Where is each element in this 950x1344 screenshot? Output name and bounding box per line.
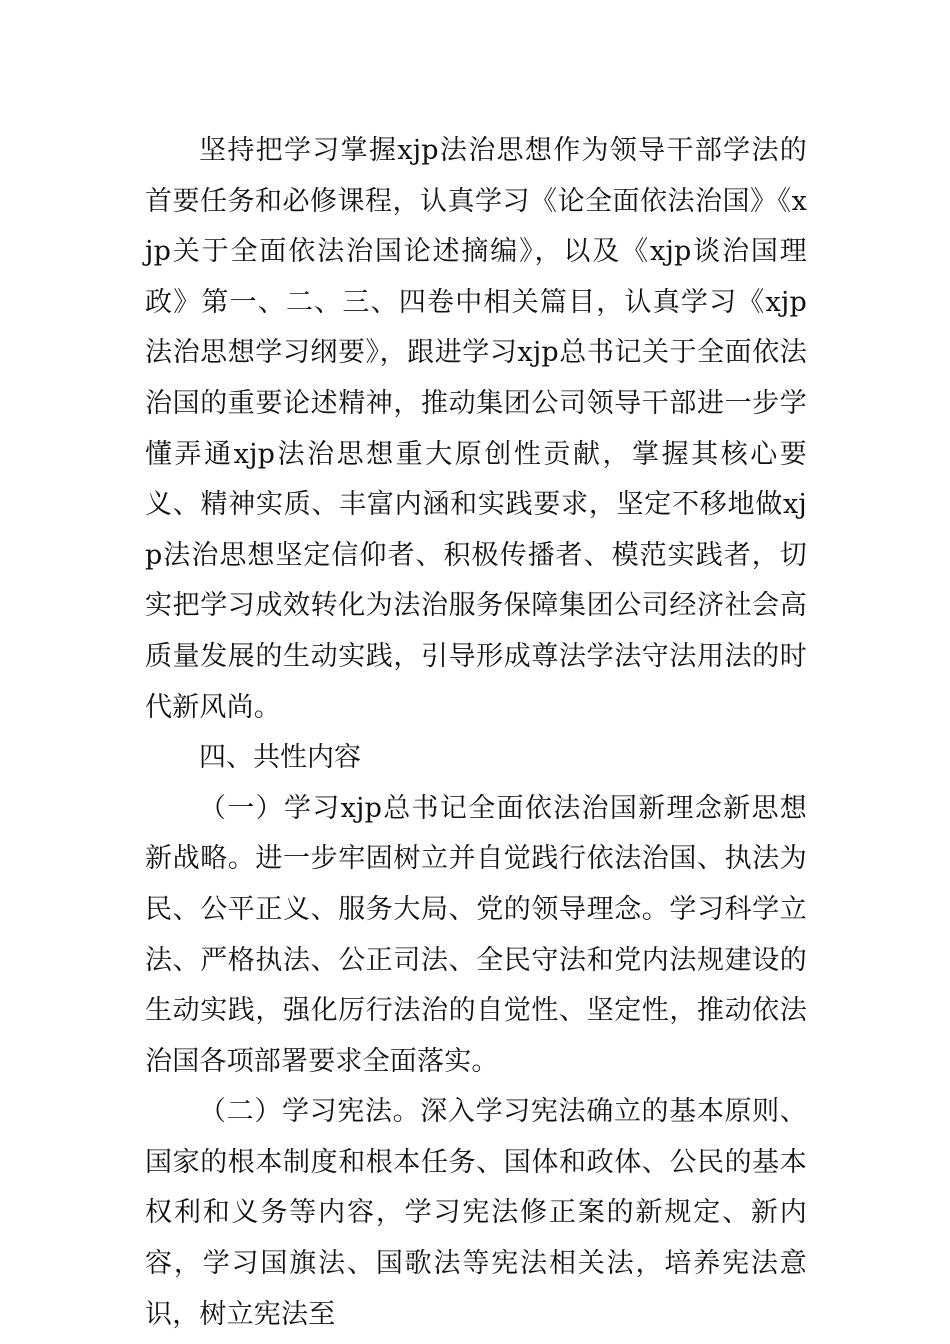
paragraph-item-one: （一）学习xjp总书记全面依法治国新理念新思想新战略。进一步牢固树立并自觉践行依法治国、执法为民、公平正义、服务大局、党的领导理念。学习科学立法、严格执法、公正司法、全民守法和党内法规建设的生动实践，强化厉行法治的自觉性、坚定性，推动依法治国各项部署要求全面落实。 <box>145 792 807 1077</box>
paragraph-study-law-thought: 坚持把学习掌握xjp法治思想作为领导干部学法的首要任务和必修课程，认真学习《论全面依法治国》《xjp关于全面依法治国论述摘编》，以及《xjp谈治国理政》第一、二、三、四卷中相关篇目，认真学习《xjp法治思想学习纲要》，跟进学习xjp总书记关于全面依法治国的重要论述精神，推动集团公司领导干部进一步学懂弄通xjp法治思想重大原创性贡献，掌握其核心要义、精神实质、丰富内涵和实践要求，坚定不移地做xjp法治思想坚定信仰者、积极传播者、模范实践者，切实把学习成效转化为法治服务保障集团公司经济社会高质量发展的生动实践，引导形成尊法学法守法用法的时代新风尚。 <box>145 135 807 723</box>
paragraph-item-two: （二）学习宪法。深入学习宪法确立的基本原则、国家的根本制度和根本任务、国体和政体、公民的基本权利和义务等内容，学习宪法修正案的新规定、新内容，学习国旗法、国歌法等宪法相关法，培养宪法意识，树立宪法至 <box>145 1096 807 1330</box>
section-heading-common-content: 四、共性内容 <box>199 742 361 774</box>
document-body <box>145 126 807 1340</box>
